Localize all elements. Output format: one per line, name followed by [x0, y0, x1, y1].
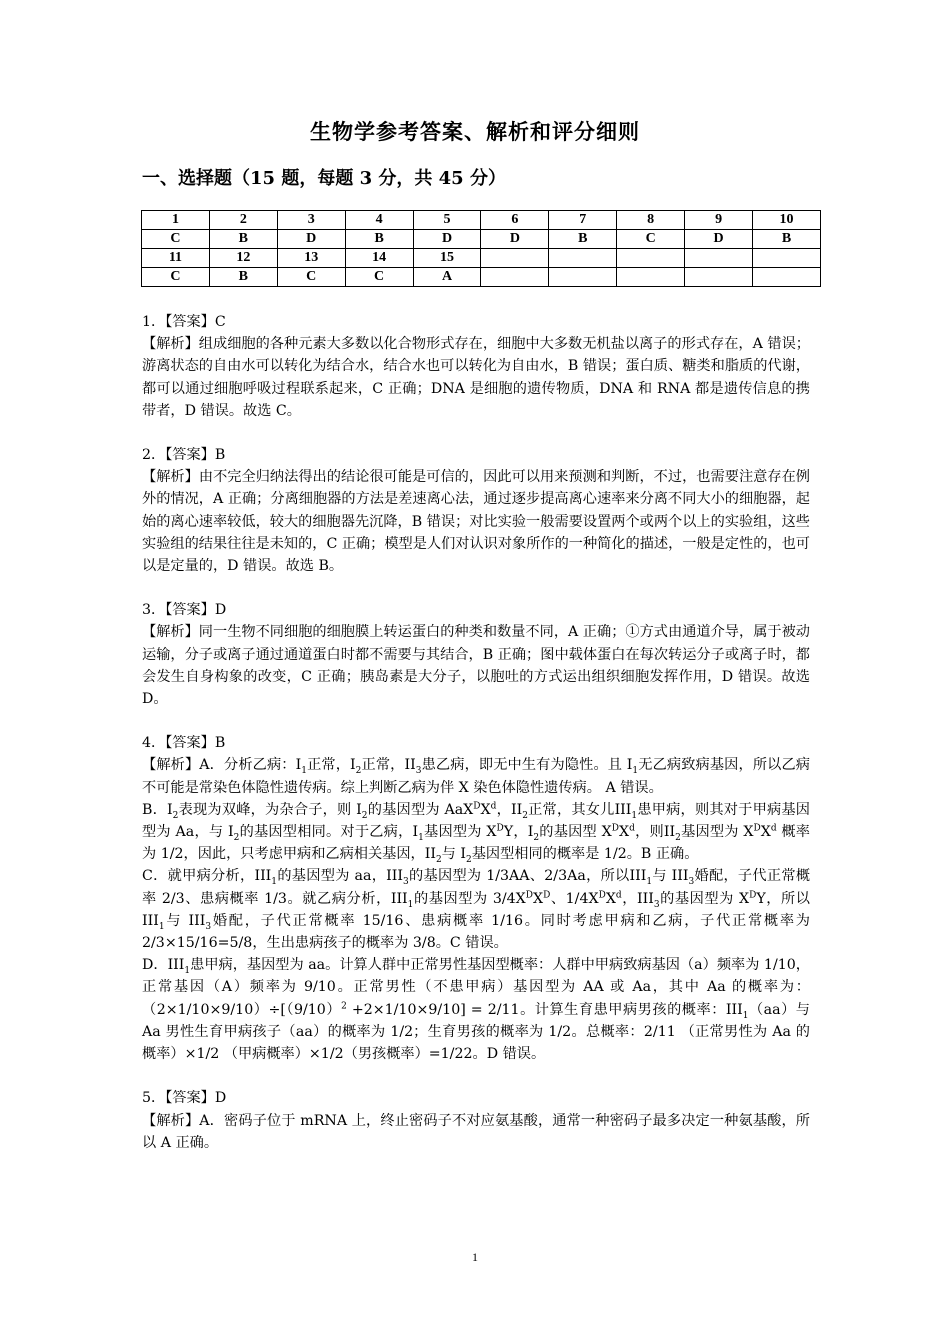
- table-cell: 3: [277, 211, 345, 230]
- page-number: 1: [472, 1250, 478, 1264]
- table-cell: 13: [277, 249, 345, 268]
- table-cell: B: [209, 230, 277, 249]
- table-cell: 9: [685, 211, 753, 230]
- answer-line: 1．【答案】C: [142, 314, 226, 330]
- question-1: [142, 311, 810, 422]
- table-cell: C: [142, 230, 210, 249]
- table-cell: 14: [345, 249, 413, 268]
- table-cell: 10: [753, 211, 821, 230]
- explanation-part-d: D．$III_1$患甲病，基因型为 aa。计算人群中正常男性基因型概率：人群中甲病致病基因（a）频率为 1/10，正常基因（A）频率为 9/10。正常男性（不患甲病）基因型为 AA 或 Aa，其中 Aa 的概率为：$(2\times 1/10\times 9/10)\div[(9/10)^2 +2\times 1/10\times 9/10] = 2/11$。计算生育患甲病男孩的概率：$III_1(aa)$与 Aa 男性生育甲病孩子（aa）的概率为 1/2；生育男孩的概率为 1/2。总概率：2/11 （正常男性为 Aa 的概率）×1/2 （甲病概率）×1/2（男孩概率）=1/22。D 错误。: [142, 957, 810, 1063]
- table-cell: 2: [209, 211, 277, 230]
- table-cell: [617, 249, 685, 268]
- explanation-part-a: 【解析】A．分析乙病：$I_1$正常，$I_2$正常，$II_3$患乙病，即无中生有为隐性。且 $I_1$无乙病致病基因，所以乙病不可能是常染色体隐性遗传病。综上判断乙病为伴 X 染色体隐性遗传病。 A 错误。: [142, 757, 810, 796]
- table-cell: A: [413, 268, 481, 287]
- table-cell: D: [481, 230, 549, 249]
- table-cell: 4: [345, 211, 413, 230]
- table-cell: 6: [481, 211, 549, 230]
- table-cell: 8: [617, 211, 685, 230]
- explanations: [142, 311, 810, 1154]
- table-cell: B: [753, 230, 821, 249]
- page-title: 生物学参考答案、解析和评分细则: [310, 119, 640, 144]
- explanation: 【解析】同一生物不同细胞的细胞膜上转运蛋白的种类和数量不同，A 正确；①方式由通道介导，属于被动运输，分子或离子通过通道蛋白时都不需要与其结合，B 正确；图中载体蛋白在每次转运分子或离子时，都会发生自身构象的改变，C 正确；胰岛素是大分子，以胞吐的方式运出组织细胞发挥作用，D 错误。故选 D。: [142, 624, 810, 708]
- table-cell: [685, 268, 753, 287]
- table-cell: C: [617, 230, 685, 249]
- table-row: [142, 268, 821, 287]
- table-cell: 15: [413, 249, 481, 268]
- table-cell: D: [685, 230, 753, 249]
- table-row: [142, 249, 821, 268]
- table-cell: B: [549, 230, 617, 249]
- answer-line: 3．【答案】D: [142, 602, 227, 619]
- answer-line: 2．【答案】B: [142, 447, 226, 464]
- table-cell: [549, 249, 617, 268]
- table-cell: C: [142, 268, 210, 287]
- table-cell: [549, 268, 617, 287]
- question-3: [142, 599, 810, 710]
- table-cell: [481, 249, 549, 268]
- explanation-part-b: B．$I_2$表现为双峰，为杂合子，则 $I_2$的基因型为 $AaX^DX^d$，$II_2$正常，其女儿$III_1$患甲病，则其对于甲病基因型为 Aa，与 $I_2$的基因型相同。对于乙病，$I_1$基因型为 $X^DY$，$I_2$的基因型 $X^DX^d$，则$II_2$基因型为 $X^DX^d$ 概率为 1/2，因此，只考虑甲病和乙病相关基因，$II_2$与 $I_2$基因型相同的概率是 1/2。B 正确。: [142, 801, 810, 866]
- table-cell: B: [209, 268, 277, 287]
- table-cell: B: [345, 230, 413, 249]
- table-cell: D: [277, 230, 345, 249]
- table-cell: 7: [549, 211, 617, 230]
- question-5: [142, 1087, 810, 1154]
- table-cell: [481, 268, 549, 287]
- explanation-part-c: C．就甲病分析，$III_1$的基因型为 aa，$III_3$的基因型为 1/3AA、2/3Aa，所以$III_1$与 $III_3$婚配，子代正常概率 2/3、患病概率 1/3。就乙病分析，$III_1$的基因型为 $3/4X^DX^D$、$1/4X^DX^d$，$III_3$的基因型为 $X^DY$，所以$III_1$与 $III_3$婚配，子代正常概率 15/16、患病概率 1/16。同时考虑甲病和乙病，子代正常概率为 2/3×15/16=5/8，生出患病孩子的概率为 3/8。C 错误。: [142, 868, 811, 952]
- table-cell: 12: [209, 249, 277, 268]
- table-cell: [617, 268, 685, 287]
- question-4: [142, 732, 810, 1065]
- table-cell: 11: [142, 249, 210, 268]
- explanation: 【解析】A．密码子位于 mRNA 上，终止密码子不对应氨基酸，通常一种密码子最多决定一种氨基酸，所以 A 正确。: [142, 1112, 810, 1151]
- question-2: [142, 444, 810, 577]
- table-row: [142, 211, 821, 230]
- answer-line: 4．【答案】B: [142, 735, 226, 752]
- table-row: [142, 230, 821, 249]
- table-cell: [685, 249, 753, 268]
- table-cell: 1: [142, 211, 210, 230]
- section-heading: 一、选择题（15 题，每题 3 分，共 45 分）: [142, 168, 506, 189]
- table-cell: C: [277, 268, 345, 287]
- explanation: 【解析】由不完全归纳法得出的结论很可能是可信的，因此可以用来预测和判断，不过，也需要注意存在例外的情况，A 正确；分离细胞器的方法是差速离心法，通过逐步提高离心速率来分离不同大小的细胞器，起始的离心速率较低，较大的细胞器先沉降，B 错误；对比实验一般需要设置两个或两个以上的实验组，这些实验组的结果往往是未知的，C 正确；模型是人们对认识对象所作的一种简化的描述，一般是定性的，也可以是定量的，D 错误。故选 B。: [142, 469, 810, 575]
- table-cell: [753, 249, 821, 268]
- table-cell: [753, 268, 821, 287]
- table-cell: C: [345, 268, 413, 287]
- explanation: 【解析】组成细胞的各种元素大多数以化合物形式存在，细胞中大多数无机盐以离子的形式存在，A 错误；游离状态的自由水可以转化为结合水，结合水也可以转化为自由水，B 错误；蛋白质、糖类和脂质的代谢，都可以通过细胞呼吸过程联系起来，C 正确；DNA 是细胞的遗传物质，DNA 和 RNA 都是遗传信息的携带者，D 错误。故选 C。: [142, 336, 810, 419]
- table-cell: 5: [413, 211, 481, 230]
- answer-line: 5．【答案】D: [142, 1090, 227, 1107]
- answer-table: [141, 210, 821, 287]
- table-cell: D: [413, 230, 481, 249]
